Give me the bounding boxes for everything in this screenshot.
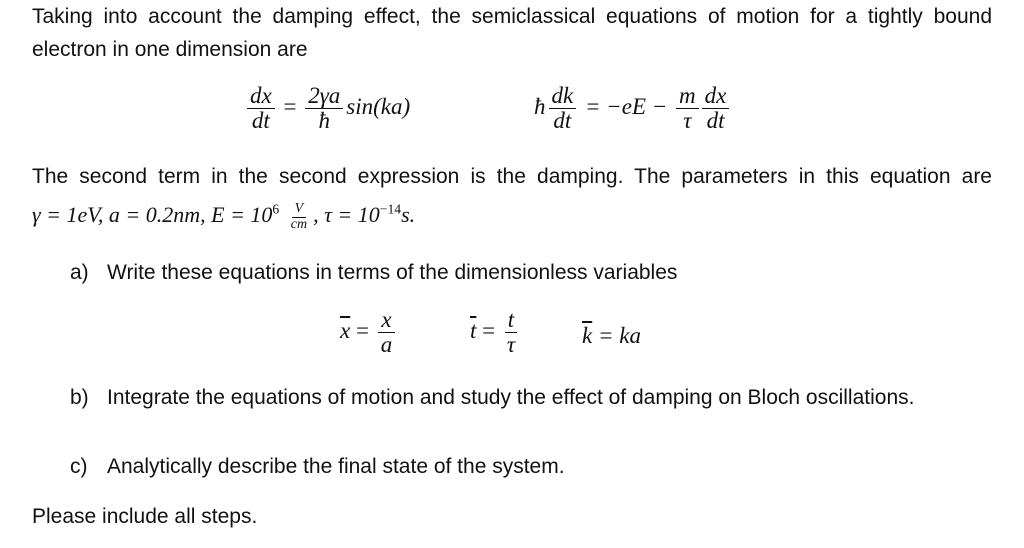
t-equals: =: [482, 317, 496, 343]
eq1-sine: sin(ka): [346, 93, 411, 119]
param-E-exp: 6: [272, 202, 280, 217]
equation-momentum: [534, 84, 732, 133]
param-tau: , τ = 10: [313, 202, 380, 228]
eq1-equals: =: [283, 93, 297, 119]
t-den: τ: [506, 332, 516, 358]
intro-text: Taking into account the damping effect, the semiclassical equations of motion for a tightly bound electron in one dimension are: [32, 5, 992, 61]
k-bar-symbol: $\overline{k}$: [582, 323, 593, 348]
eq1-rhs-den: ħ: [318, 108, 330, 134]
param-tau-unit: s.: [401, 202, 416, 228]
x-bar-symbol: $\overline{x}$: [340, 317, 351, 343]
x-num: x: [378, 308, 394, 333]
parameter-list: [32, 201, 416, 232]
param-E-unit-den: cm: [290, 216, 308, 232]
list-label-c: c): [70, 455, 88, 478]
eq1-rhs-num: 2γa: [305, 84, 343, 109]
eq2-f2-num: dx: [702, 84, 730, 109]
list-label-b: b): [70, 386, 89, 409]
param-E: E = 10: [211, 202, 273, 228]
dimensionless-x: [340, 308, 398, 357]
eq2-f1-den: τ: [683, 108, 692, 134]
eq1-lhs-den: dt: [251, 108, 270, 134]
param-E-unit-num: V: [292, 202, 307, 218]
eq2-hbar: ħ: [534, 93, 546, 119]
eq2-f2-den: dt: [706, 108, 725, 134]
eq2-f1-num: m: [676, 84, 699, 109]
t-num: t: [505, 308, 517, 333]
param-tau-exp: −14: [379, 202, 402, 217]
list-text-a: Write these equations in terms of the dimensionless variables: [107, 261, 678, 284]
x-equals: =: [355, 317, 369, 343]
eq2-lhs-den: dt: [553, 108, 572, 134]
eq2-rhs-text: = −eE −: [584, 93, 668, 119]
dimensionless-t: [470, 308, 521, 357]
damping-paragraph: [32, 160, 992, 232]
eq2-lhs-num: dk: [549, 84, 577, 109]
list-label-a: a): [70, 261, 89, 284]
list-text-c: Analytically describe the final state of the system.: [107, 455, 565, 478]
closing-text: Please include all steps.: [32, 505, 258, 528]
eq1-lhs-num: dx: [247, 84, 275, 109]
list-text-b: Integrate the equations of motion and study the effect of damping on Bloch oscillations.: [107, 386, 915, 409]
t-bar-symbol: $\overline{t}$: [470, 317, 477, 343]
k-rhs: = ka: [597, 323, 641, 348]
param-a: a = 0.2nm,: [108, 202, 206, 228]
param-gamma: γ = 1eV,: [32, 202, 104, 228]
equation-velocity: [244, 84, 410, 133]
damping-text: The second term in the second expression is the damping. The parameters in this equation are: [32, 165, 992, 188]
x-den: a: [380, 332, 393, 358]
dimensionless-k: [582, 323, 641, 349]
